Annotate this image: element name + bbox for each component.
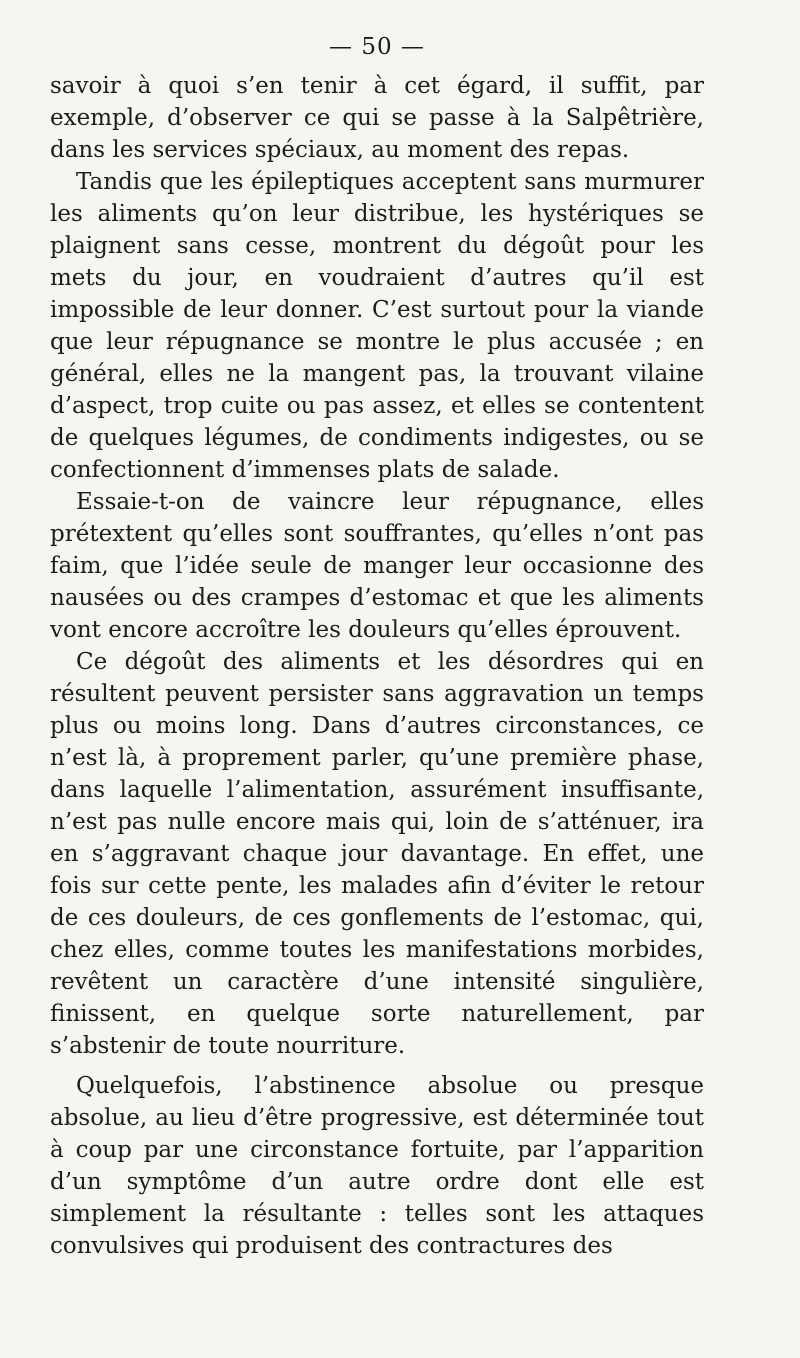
body-text (50, 70, 704, 1262)
page-number: — 50 — (329, 34, 425, 60)
paragraph-1: savoir à quoi s’en tenir à cet égard, il suffit, par exemple, d’observer ce qui se passe à la Salpêtrière, dans les services spéciaux, au moment des repas. (50, 73, 704, 163)
paragraph-4: Ce dégoût des aliments et les désordres qui en résultent peuvent persister sans aggravation un temps plus ou moins long. Dans d’autres circonstances, ce n’est là, à proprement parler, qu’une première phase, dans laquelle l’alimentation, assurément insuffisante, n’est pas nulle encore mais qui, loin de s’atténuer, ira en s’aggravant chaque jour davantage. En effet, une fois sur cette pente, les malades afin d’éviter le retour de ces douleurs, de ces gonflements de l’estomac, qui, chez elles, comme toutes les manifestations morbides, revêtent un caractère d’une intensité singulière, finissent, en quelque sorte naturellement, par s’abstenir de toute nourriture. (50, 649, 704, 1059)
paragraph-3: Essaie-t-on de vaincre leur répugnance, elles prétextent qu’elles sont souffrantes, qu’elles n’ont pas faim, que l’idée seule de manger leur occasionne des nausées ou des crampes d’estomac et que les aliments vont encore accroître les douleurs qu’elles éprouvent. (50, 489, 704, 643)
paragraph-2: Tandis que les épileptiques acceptent sans murmurer les aliments qu’on leur distribue, les hystériques se plaignent sans cesse, montrent du dégoût pour les mets du jour, en voudraient d’autres qu’il est impossible de leur donner. C’est surtout pour la viande que leur répugnance se montre le plus accusée ; en général, elles ne la mangent pas, la trouvant vilaine d’aspect, trop cuite ou pas assez, et elles se contentent de quelques légumes, de condiments indigestes, ou se confectionnent d’immenses plats de salade. (50, 169, 704, 483)
paragraph-5: Quelquefois, l’abstinence absolue ou presque absolue, au lieu d’être progressive, est déterminée tout à coup par une circonstance fortuite, par l’apparition d’un symptôme d’un autre ordre dont elle est simplement la résultante : telles sont les attaques convulsives qui produisent des contractures des (50, 1073, 704, 1259)
